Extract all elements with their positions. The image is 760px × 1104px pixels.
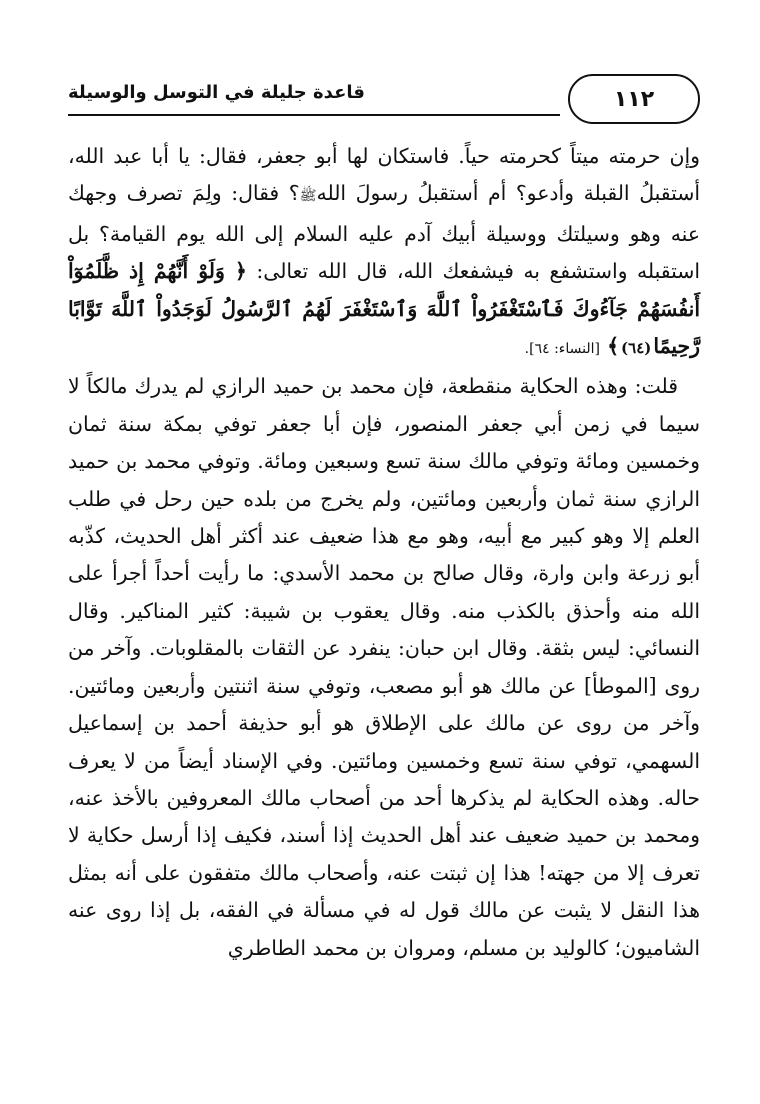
ayah-number-mark: (٦٤): [621, 339, 652, 358]
text-line: مالك على الإطلاق هو أبو حذيفة أحمد بن إسماعيل السهمي، توفي سنة: [68, 711, 700, 773]
text-line: الأسدي: ما رأيت أحداً أجرأ على الله منه وأحذق بالكذب منه. وقال: [68, 561, 701, 623]
paragraph-1: [68, 138, 700, 368]
page-number: ١١٢: [568, 74, 700, 124]
citation: [النساء: ٦٤].: [524, 341, 600, 358]
text-line: إذا روى عنه الشاميون؛ كالوليد بن مسلم، ومروان بن محمد الطاطري: [68, 898, 700, 960]
text-line: وإن حرمته ميتاً كحرمته حياً. فاستكان لها أبو جعفر، فقال: يا أبا عبد: [113, 144, 700, 168]
text-line: محمد بن حميد الرازي سنة ثمان وأربعين ومائتين، ولم يخرج من بلده: [68, 449, 700, 511]
text-line: هو أبو مصعب، وتوفي سنة اثنتين وأربعين ومائتين. وآخر من روى عن: [68, 673, 701, 736]
paragraph-2: [68, 368, 700, 967]
quote-line: لَوَجَدُواْ ٱللَّهَ تَوَّابًا رَّحِيمًا: [68, 296, 700, 359]
text-line: ؟ فقال: ولِمَ تصرف: [126, 181, 300, 206]
text-line: تسع وخمسين ومائتين. وفي الإسناد أيضاً من لا يعرف حاله. وهذه: [68, 748, 700, 810]
page-body: [68, 138, 700, 967]
text-line: قلت: وهذه الحكاية منقطعة، فإن محمد بن حميد الرازي لم يدرك: [134, 374, 679, 399]
text-line: حين رحل في طلب العلم إلا وهو كبير مع أبيه، وهو مع هذا ضعيف عند: [68, 486, 700, 549]
text-line: مالكاً لا سيما في زمن أبي جعفر المنصور، فإن أبا جعفر توفي بمكة سنة: [68, 374, 701, 436]
text-line: ومحمد بن حميد ضعيف عند أهل الحديث إذا أسند، فكيف إذا أرسل: [140, 823, 701, 848]
text-line: على أنه بمثل هذا النقل لا يثبت عن مالك قول له في مسألة في الفقه، بل: [68, 860, 700, 923]
text-line: القيامة؟ بل استقبله واستشفع به فيشفعك الله، قال الله تعالى:: [68, 221, 700, 284]
salutation-symbol: ﷺ: [299, 188, 317, 205]
quote-close-bracket: ﴾: [607, 334, 620, 359]
header-rule: [68, 114, 560, 116]
quote-line: أَنَّهُمْ إِذ ظَّلَمُوٓاْ أَنفُسَهُمْ جَآءُوكَ فَٱسْتَغْفَرُواْ ٱللَّهَ وَٱسْتَغْفَرَ لَهُمُ ٱلرَّسُولُ: [68, 259, 700, 321]
text-line: أكثر أهل الحديث، كذّبه أبو زرعة وابن وارة، وقال صالح بن محمد: [68, 524, 700, 586]
text-line: ثمان وخمسين ومائة وتوفي مالك سنة تسع وسبعين ومائة. وتوفي: [68, 411, 700, 474]
text-line: وجهك عنه وهو وسيلتك ووسيلة أبيك آدم عليه السلام إلى الله يوم: [68, 181, 700, 246]
text-line: حكاية لا تعرف إلا من جهته! هذا إن ثبتت عنه، وأصحاب مالك متفقون: [68, 823, 700, 885]
text-line: الحكاية لم يذكرها أحد من أصحاب مالك المعروفين بالأخذ عنه،: [68, 785, 600, 810]
running-title: قاعدة جليلة في التوسل والوسيلة: [68, 82, 365, 103]
quote-line: ﴿ وَلَوْ: [198, 259, 247, 284]
page-header: [68, 62, 700, 124]
text-line: الله، أستقبلُ القبلة وأدعو؟ أم أستقبلُ رسولَ الله: [68, 144, 701, 206]
text-line: حبان: ينفرد عن الثقات بالمقلوبات. وآخر من روى [الموطأ] عن مالك: [68, 636, 700, 698]
text-line: يعقوب بن شيبة: كثير المناكير. وقال النسائي: ليس بثقة. وقال ابن: [68, 598, 700, 661]
